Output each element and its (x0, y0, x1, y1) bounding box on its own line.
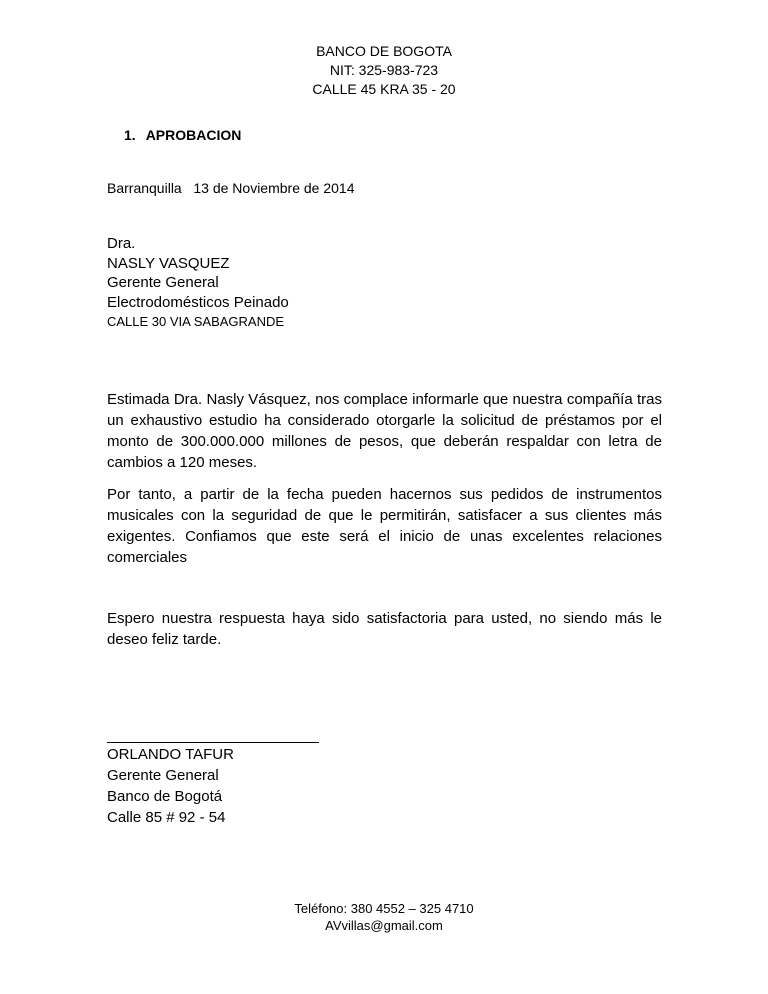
signature-line (107, 742, 319, 743)
recipient-salutation: Dra. (107, 235, 136, 252)
recipient-block (107, 234, 289, 332)
body-paragraph-3: Espero nuestra respuesta haya sido satisfactoria para usted, no siendo más le deseo feliz tarde. (107, 610, 662, 648)
signer-address: Calle 85 # 92 - 54 (107, 809, 226, 826)
signature-block (107, 744, 234, 828)
section-title: APROBACION (145, 127, 242, 143)
footer-email: AVvillas@gmail.com (325, 918, 443, 933)
bank-name: BANCO DE BOGOTA (316, 43, 452, 59)
body-paragraph-2: Por tanto, a partir de la fecha pueden hacernos sus pedidos de instrumentos musicales con la seguridad de que le permitirán, satisfacer a sus clientes más exigentes. Confiamos que este será el inicio de unas excelentes relaciones comerciales (107, 486, 662, 566)
recipient-address: CALLE 30 VIA SABAGRANDE (107, 314, 285, 329)
bank-nit: NIT: 325-983-723 (329, 62, 439, 78)
date-line: Barranquilla 13 de Noviembre de 2014 (107, 180, 355, 196)
signer-position: Gerente General (107, 767, 219, 784)
signer-company: Banco de Bogotá (107, 788, 223, 805)
signer-name: ORLANDO TAFUR (107, 746, 234, 763)
recipient-name: NASLY VASQUEZ (107, 254, 230, 272)
recipient-position: Gerente General (107, 274, 219, 291)
footer (284, 900, 484, 934)
footer-phone: Teléfono: 380 4552 – 325 4710 (294, 901, 474, 916)
section-heading (124, 127, 241, 143)
bank-address: CALLE 45 KRA 35 - 20 (312, 81, 456, 97)
section-number: 1. (124, 127, 136, 143)
body-paragraph-1: Estimada Dra. Nasly Vásquez, nos complace informarle que nuestra compañía tras un exhaustivo estudio ha considerado otorgarle la solicitud de préstamos por el monto de 300.000.000 millones de pesos, que deberán respaldar con letra de cambios a 120 meses. (107, 391, 662, 471)
letterhead (300, 42, 468, 99)
recipient-company: Electrodomésticos Peinado (107, 293, 289, 311)
